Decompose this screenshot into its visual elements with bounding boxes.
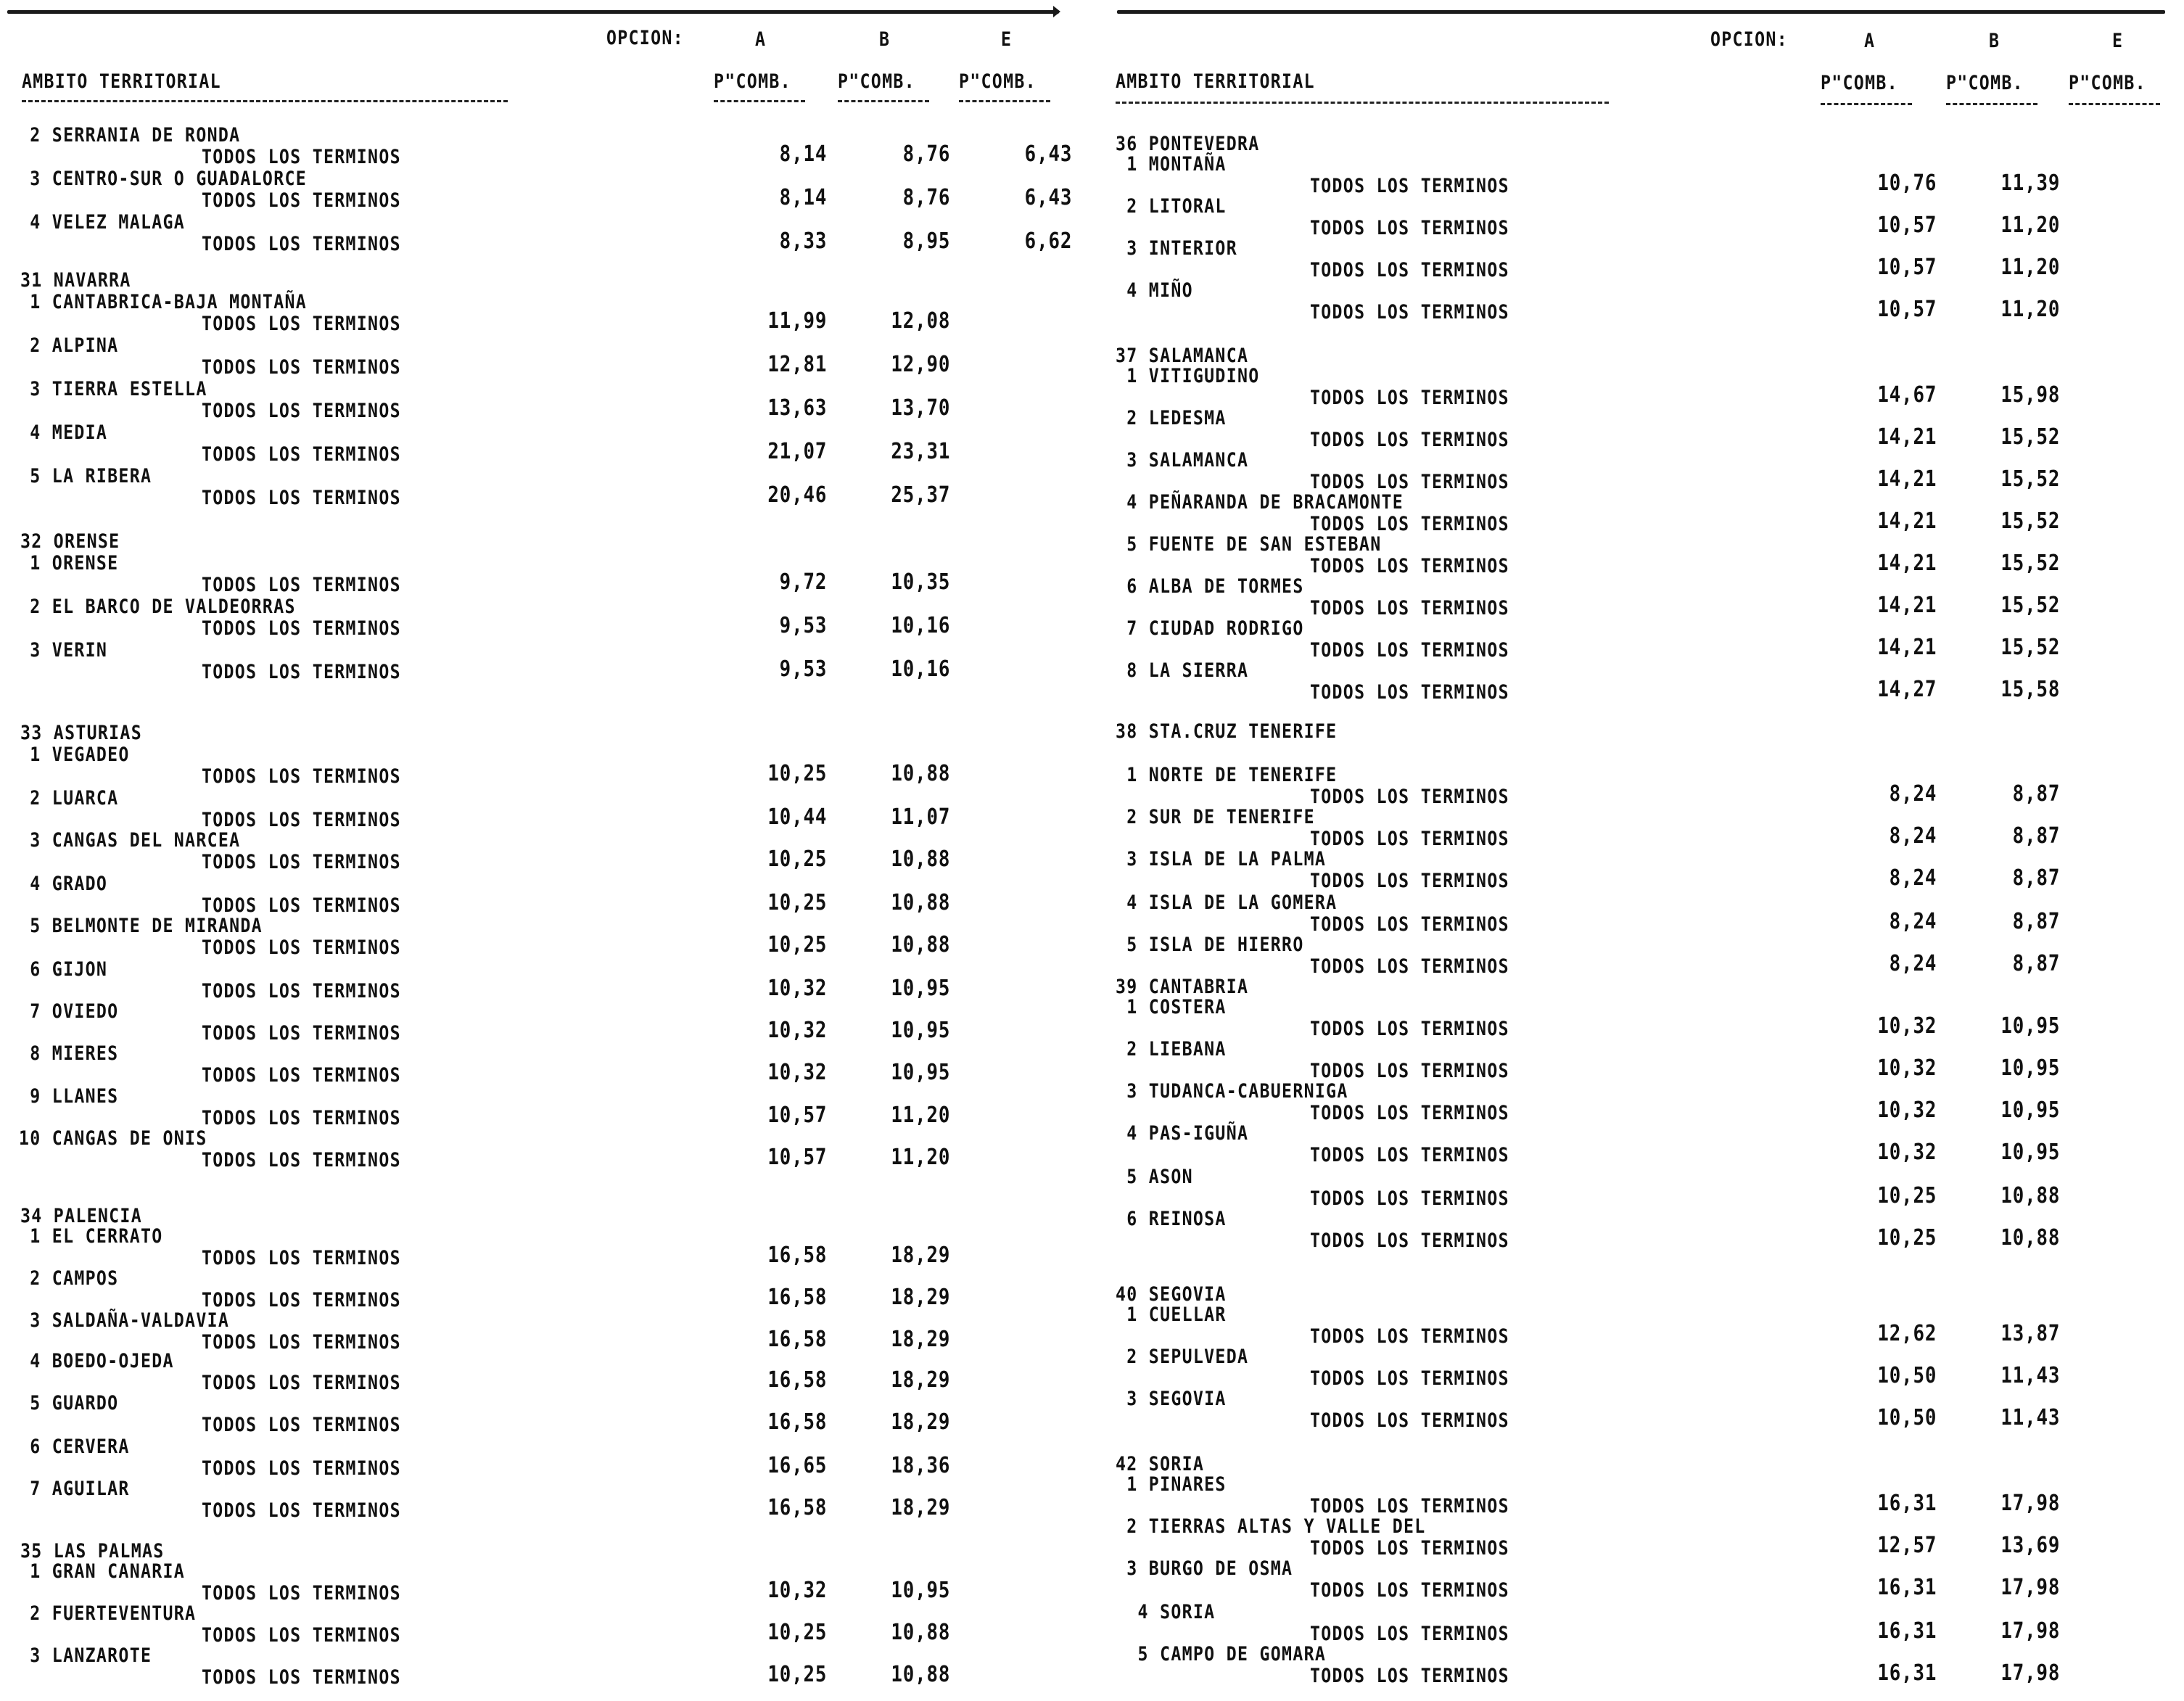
value-option-a: 10,57: [1877, 255, 1937, 280]
comarca-label: 10 CANGAS DE ONIS: [19, 1127, 207, 1150]
option-e-label: E: [1001, 28, 1013, 51]
todos-los-terminos-label: TODOS LOS TERMINOS: [202, 809, 401, 831]
value-option-b: 15,98: [2000, 382, 2060, 408]
value-option-b: 17,98: [2000, 1491, 2060, 1516]
todos-los-terminos-label: TODOS LOS TERMINOS: [202, 1457, 401, 1480]
value-option-b: 8,76: [902, 185, 950, 210]
value-option-b: 25,37: [891, 482, 950, 508]
todos-los-terminos-label: TODOS LOS TERMINOS: [1310, 1230, 1509, 1252]
value-option-b: 10,88: [2000, 1225, 2060, 1251]
todos-los-terminos-label: TODOS LOS TERMINOS: [1310, 1018, 1509, 1040]
comarca-label: 5 FUENTE DE SAN ESTEBAN: [1116, 533, 1382, 556]
value-option-a: 10,32: [1877, 1013, 1937, 1039]
value-option-b: 11,43: [2000, 1405, 2060, 1430]
value-option-b: 12,08: [891, 308, 950, 334]
todos-los-terminos-label: TODOS LOS TERMINOS: [202, 356, 401, 379]
comarca-label: 8 LA SIERRA: [1116, 659, 1249, 682]
comarca-label: 1 NORTE DE TENERIFE: [1116, 764, 1338, 786]
top-rule: [7, 10, 1059, 14]
province-heading: 31 NAVARRA: [20, 269, 131, 292]
value-option-b: 13,70: [891, 395, 950, 421]
value-option-a: 10,25: [767, 1620, 827, 1645]
value-option-e: 6,43: [1024, 141, 1072, 167]
value-option-a: 16,58: [767, 1409, 827, 1435]
value-option-b: 13,87: [2000, 1321, 2060, 1346]
value-option-b: 10,95: [891, 1578, 950, 1603]
header-underline: [22, 100, 508, 102]
todos-los-terminos-label: TODOS LOS TERMINOS: [202, 1107, 401, 1129]
comarca-label: 4 MEDIA: [19, 421, 108, 444]
value-option-a: 9,53: [779, 613, 827, 638]
value-option-a: 13,63: [767, 395, 827, 421]
value-option-a: 10,32: [767, 1018, 827, 1043]
todos-los-terminos-label: TODOS LOS TERMINOS: [202, 617, 401, 640]
todos-los-terminos-label: TODOS LOS TERMINOS: [1310, 786, 1509, 808]
value-option-a: 16,31: [1877, 1575, 1937, 1600]
comarca-label: 2 ALPINA: [19, 334, 119, 357]
comarca-label: 3 ISLA DE LA PALMA: [1116, 848, 1327, 870]
opcion-label: OPCION:: [1710, 28, 1788, 51]
comarca-label: 6 CERVERA: [19, 1436, 130, 1458]
todos-los-terminos-label: TODOS LOS TERMINOS: [202, 1289, 401, 1311]
value-option-b: 10,16: [891, 656, 950, 682]
value-option-a: 10,32: [767, 1578, 827, 1603]
value-option-a: 14,67: [1877, 382, 1937, 408]
value-option-a: 16,31: [1877, 1491, 1937, 1516]
value-option-a: 10,50: [1877, 1405, 1937, 1430]
value-option-b: 10,95: [2000, 1013, 2060, 1039]
comarca-label: 1 CANTABRICA-BAJA MONTAÑA: [19, 291, 308, 313]
value-option-a: 10,57: [1877, 213, 1937, 238]
value-option-b: 10,88: [891, 1620, 950, 1645]
todos-los-terminos-label: TODOS LOS TERMINOS: [1310, 1623, 1509, 1645]
value-option-a: 14,21: [1877, 424, 1937, 450]
comarca-label: 8 MIERES: [19, 1042, 119, 1065]
comarca-label: 4 PEÑARANDA DE BRACAMONTE: [1116, 491, 1404, 514]
value-option-b: 17,98: [2000, 1618, 2060, 1644]
value-option-a: 16,58: [767, 1367, 827, 1393]
value-option-b: 10,95: [2000, 1140, 2060, 1165]
column-b-header: P"COMB.: [838, 70, 915, 93]
value-option-b: 10,16: [891, 613, 950, 638]
todos-los-terminos-label: TODOS LOS TERMINOS: [202, 1582, 401, 1605]
value-option-b: 15,52: [2000, 424, 2060, 450]
todos-los-terminos-label: TODOS LOS TERMINOS: [202, 1414, 401, 1436]
value-option-b: 10,88: [891, 932, 950, 957]
value-option-b: 8,87: [2012, 865, 2060, 891]
todos-los-terminos-label: TODOS LOS TERMINOS: [1310, 639, 1509, 662]
value-option-b: 12,90: [891, 352, 950, 377]
value-option-b: 18,29: [891, 1285, 950, 1310]
value-option-b: 11,20: [2000, 297, 2060, 322]
comarca-label: 2 EL BARCO DE VALDEORRAS: [19, 596, 296, 618]
comarca-label: 7 CIUDAD RODRIGO: [1116, 617, 1304, 640]
value-option-b: 11,07: [891, 804, 950, 830]
todos-los-terminos-label: TODOS LOS TERMINOS: [202, 443, 401, 466]
value-option-b: 11,20: [2000, 213, 2060, 238]
comarca-label: 4 GRADO: [19, 873, 108, 895]
value-option-a: 10,25: [767, 932, 827, 957]
option-b-label: B: [1989, 30, 2000, 52]
province-heading: 37 SALAMANCA: [1116, 345, 1249, 367]
value-option-a: 10,25: [767, 847, 827, 872]
value-option-b: 10,88: [891, 847, 950, 872]
comarca-label: 3 TIERRA ESTELLA: [19, 378, 207, 400]
todos-los-terminos-label: TODOS LOS TERMINOS: [1310, 913, 1509, 936]
value-option-a: 12,57: [1877, 1533, 1937, 1558]
comarca-label: 3 BURGO DE OSMA: [1116, 1557, 1293, 1580]
value-option-b: 15,52: [2000, 635, 2060, 660]
province-heading: 33 ASTURIAS: [20, 722, 142, 744]
comarca-label: 4 PAS-IGUÑA: [1116, 1122, 1249, 1145]
value-option-b: 17,98: [2000, 1660, 2060, 1686]
value-option-a: 14,21: [1877, 635, 1937, 660]
value-option-a: 10,50: [1877, 1363, 1937, 1388]
todos-los-terminos-label: TODOS LOS TERMINOS: [202, 980, 401, 1002]
option-b-label: B: [879, 28, 891, 51]
ambito-territorial-header: AMBITO TERRITORIAL: [22, 70, 221, 93]
comarca-label: 2 FUERTEVENTURA: [19, 1602, 197, 1625]
value-option-a: 8,24: [1889, 951, 1937, 976]
todos-los-terminos-label: TODOS LOS TERMINOS: [1310, 513, 1509, 535]
value-option-b: 15,52: [2000, 551, 2060, 576]
comarca-label: 2 LITORAL: [1116, 195, 1227, 218]
value-option-a: 10,76: [1877, 170, 1937, 196]
value-option-b: 18,29: [891, 1409, 950, 1435]
todos-los-terminos-label: TODOS LOS TERMINOS: [1310, 1495, 1509, 1517]
value-option-a: 16,58: [767, 1327, 827, 1352]
comarca-label: 4 MIÑO: [1116, 279, 1193, 302]
value-option-b: 15,58: [2000, 677, 2060, 702]
todos-los-terminos-label: TODOS LOS TERMINOS: [1310, 1409, 1509, 1432]
todos-los-terminos-label: TODOS LOS TERMINOS: [1310, 301, 1509, 324]
value-option-a: 10,32: [767, 1060, 827, 1085]
value-option-b: 13,69: [2000, 1533, 2060, 1558]
comarca-label: 9 LLANES: [19, 1085, 119, 1108]
comarca-label: 2 LEDESMA: [1116, 407, 1227, 429]
comarca-label: 5 GUARDO: [19, 1392, 119, 1414]
value-option-b: 23,31: [891, 439, 950, 464]
comarca-label: 3 SALAMANCA: [1116, 449, 1249, 471]
province-heading: 34 PALENCIA: [20, 1205, 142, 1227]
value-option-a: 12,62: [1877, 1321, 1937, 1346]
todos-los-terminos-label: TODOS LOS TERMINOS: [202, 233, 401, 255]
value-option-a: 10,25: [767, 761, 827, 786]
value-option-a: 10,25: [767, 890, 827, 915]
comarca-label: 2 SUR DE TENERIFE: [1116, 806, 1315, 828]
todos-los-terminos-label: TODOS LOS TERMINOS: [202, 1247, 401, 1269]
value-option-a: 12,81: [767, 352, 827, 377]
right-table-column: [1110, 0, 2184, 1701]
value-option-a: 10,32: [1877, 1097, 1937, 1123]
todos-los-terminos-label: TODOS LOS TERMINOS: [1310, 175, 1509, 197]
todos-los-terminos-label: TODOS LOS TERMINOS: [202, 1064, 401, 1087]
value-option-a: 16,58: [767, 1243, 827, 1268]
value-option-a: 20,46: [767, 482, 827, 508]
value-option-a: 10,25: [1877, 1225, 1937, 1251]
comarca-label: 6 GIJON: [19, 958, 108, 981]
header-underline: [1116, 102, 1609, 104]
value-option-b: 8,76: [902, 141, 950, 167]
value-option-b: 8,95: [902, 228, 950, 254]
column-a-underline: [714, 100, 805, 102]
value-option-a: 9,72: [779, 569, 827, 595]
value-option-a: 16,31: [1877, 1618, 1937, 1644]
todos-los-terminos-label: TODOS LOS TERMINOS: [1310, 1665, 1509, 1687]
comarca-label: 1 VITIGUDINO: [1116, 365, 1260, 387]
todos-los-terminos-label: TODOS LOS TERMINOS: [202, 1149, 401, 1171]
comarca-label: 5 ISLA DE HIERRO: [1116, 934, 1304, 956]
todos-los-terminos-label: TODOS LOS TERMINOS: [202, 313, 401, 335]
value-option-a: 8,24: [1889, 823, 1937, 849]
todos-los-terminos-label: TODOS LOS TERMINOS: [1310, 597, 1509, 619]
value-option-a: 14,21: [1877, 508, 1937, 534]
value-option-a: 8,24: [1889, 909, 1937, 934]
todos-los-terminos-label: TODOS LOS TERMINOS: [202, 1499, 401, 1522]
option-e-label: E: [2112, 30, 2124, 52]
option-a-label: A: [755, 28, 767, 51]
value-option-e: 6,43: [1024, 185, 1072, 210]
value-option-a: 10,57: [767, 1103, 827, 1128]
value-option-a: 10,32: [1877, 1140, 1937, 1165]
comarca-label: 1 GRAN CANARIA: [19, 1560, 186, 1583]
value-option-a: 8,14: [779, 185, 827, 210]
column-b-underline: [1946, 103, 2037, 105]
value-option-b: 18,29: [891, 1367, 950, 1393]
comarca-label: 2 LIEBANA: [1116, 1038, 1227, 1060]
todos-los-terminos-label: TODOS LOS TERMINOS: [1310, 1102, 1509, 1124]
todos-los-terminos-label: TODOS LOS TERMINOS: [202, 1666, 401, 1689]
todos-los-terminos-label: TODOS LOS TERMINOS: [202, 146, 401, 168]
value-option-b: 18,29: [891, 1243, 950, 1268]
comarca-label: 7 OVIEDO: [19, 1000, 119, 1023]
comarca-label: 4 VELEZ MALAGA: [19, 211, 186, 234]
value-option-a: 10,25: [1877, 1183, 1937, 1208]
comarca-label: 6 ALBA DE TORMES: [1116, 575, 1304, 598]
value-option-b: 10,95: [891, 1060, 950, 1085]
todos-los-terminos-label: TODOS LOS TERMINOS: [1310, 1537, 1509, 1560]
value-option-a: 14,21: [1877, 551, 1937, 576]
todos-los-terminos-label: TODOS LOS TERMINOS: [1310, 828, 1509, 850]
column-a-header: P"COMB.: [1821, 72, 1898, 94]
value-option-b: 8,87: [2012, 909, 2060, 934]
column-e-header: P"COMB.: [959, 70, 1037, 93]
comarca-label: 3 CENTRO-SUR O GUADALORCE: [19, 168, 308, 190]
value-option-a: 10,32: [1877, 1055, 1937, 1081]
comarca-label: 3 INTERIOR: [1116, 237, 1237, 260]
comarca-label: 1 VEGADEO: [19, 744, 130, 766]
todos-los-terminos-label: TODOS LOS TERMINOS: [1310, 1144, 1509, 1166]
todos-los-terminos-label: TODOS LOS TERMINOS: [202, 1022, 401, 1045]
comarca-label: 2 CAMPOS: [19, 1267, 119, 1290]
comarca-label: 5 CAMPO DE GOMARA: [1116, 1643, 1327, 1665]
value-option-a: 10,32: [767, 976, 827, 1001]
todos-los-terminos-label: TODOS LOS TERMINOS: [1310, 955, 1509, 978]
value-option-a: 16,31: [1877, 1660, 1937, 1686]
todos-los-terminos-label: TODOS LOS TERMINOS: [1310, 1367, 1509, 1390]
todos-los-terminos-label: TODOS LOS TERMINOS: [202, 1372, 401, 1394]
comarca-label: 2 SEPULVEDA: [1116, 1346, 1249, 1368]
value-option-b: 10,95: [891, 1018, 950, 1043]
value-option-b: 11,20: [891, 1103, 950, 1128]
comarca-label: 3 SALDAÑA-VALDAVIA: [19, 1309, 230, 1332]
todos-los-terminos-label: TODOS LOS TERMINOS: [1310, 1325, 1509, 1348]
comarca-label: 1 COSTERA: [1116, 996, 1227, 1018]
value-option-b: 10,95: [2000, 1097, 2060, 1123]
todos-los-terminos-label: TODOS LOS TERMINOS: [1310, 217, 1509, 239]
value-option-b: 10,35: [891, 569, 950, 595]
value-option-b: 10,95: [2000, 1055, 2060, 1081]
todos-los-terminos-label: TODOS LOS TERMINOS: [1310, 1187, 1509, 1210]
column-a-underline: [1821, 103, 1912, 105]
comarca-label: 2 TIERRAS ALTAS Y VALLE DEL: [1116, 1515, 1426, 1538]
value-option-a: 14,21: [1877, 466, 1937, 492]
comarca-label: 4 ISLA DE LA GOMERA: [1116, 891, 1338, 914]
value-option-a: 8,24: [1889, 781, 1937, 807]
todos-los-terminos-label: TODOS LOS TERMINOS: [202, 1331, 401, 1354]
value-option-a: 9,53: [779, 656, 827, 682]
value-option-b: 11,39: [2000, 170, 2060, 196]
comarca-label: 3 TUDANCA-CABUERNIGA: [1116, 1080, 1348, 1103]
column-e-underline: [959, 100, 1050, 102]
value-option-b: 10,88: [891, 1662, 950, 1687]
column-e-header: P"COMB.: [2069, 72, 2146, 94]
value-option-a: 10,25: [767, 1662, 827, 1687]
todos-los-terminos-label: TODOS LOS TERMINOS: [202, 1624, 401, 1647]
column-b-header: P"COMB.: [1946, 72, 2024, 94]
value-option-a: 16,58: [767, 1495, 827, 1520]
todos-los-terminos-label: TODOS LOS TERMINOS: [202, 851, 401, 873]
comarca-label: 1 CUELLAR: [1116, 1303, 1227, 1326]
value-option-b: 11,43: [2000, 1363, 2060, 1388]
value-option-e: 6,62: [1024, 228, 1072, 254]
value-option-b: 15,52: [2000, 593, 2060, 618]
comarca-label: 3 SEGOVIA: [1116, 1388, 1227, 1410]
value-option-a: 14,21: [1877, 593, 1937, 618]
value-option-b: 10,88: [891, 761, 950, 786]
value-option-b: 8,87: [2012, 823, 2060, 849]
value-option-a: 21,07: [767, 439, 827, 464]
province-heading: 38 STA.CRUZ TENERIFE: [1116, 720, 1338, 743]
todos-los-terminos-label: TODOS LOS TERMINOS: [1310, 1579, 1509, 1602]
todos-los-terminos-label: TODOS LOS TERMINOS: [202, 574, 401, 596]
comarca-label: 3 CANGAS DEL NARCEA: [19, 829, 241, 852]
value-option-a: 8,33: [779, 228, 827, 254]
value-option-b: 18,36: [891, 1453, 950, 1478]
comarca-label: 1 MONTAÑA: [1116, 153, 1227, 176]
option-a-label: A: [1864, 30, 1876, 52]
value-option-a: 11,99: [767, 308, 827, 334]
value-option-b: 17,98: [2000, 1575, 2060, 1600]
todos-los-terminos-label: TODOS LOS TERMINOS: [202, 765, 401, 788]
column-a-header: P"COMB.: [714, 70, 791, 93]
value-option-a: 8,24: [1889, 865, 1937, 891]
value-option-a: 16,58: [767, 1285, 827, 1310]
comarca-label: 4 BOEDO-OJEDA: [19, 1350, 174, 1372]
comarca-label: 5 LA RIBERA: [19, 465, 152, 487]
comarca-label: 3 LANZAROTE: [19, 1644, 152, 1667]
comarca-label: 5 BELMONTE DE MIRANDA: [19, 915, 263, 937]
value-option-b: 8,87: [2012, 781, 2060, 807]
todos-los-terminos-label: TODOS LOS TERMINOS: [1310, 259, 1509, 281]
comarca-label: 7 AGUILAR: [19, 1478, 130, 1500]
comarca-label: 1 EL CERRATO: [19, 1225, 163, 1248]
value-option-b: 18,29: [891, 1495, 950, 1520]
value-option-a: 14,27: [1877, 677, 1937, 702]
comarca-label: 6 REINOSA: [1116, 1208, 1227, 1230]
value-option-b: 8,87: [2012, 951, 2060, 976]
column-e-underline: [2069, 103, 2160, 105]
todos-los-terminos-label: TODOS LOS TERMINOS: [1310, 387, 1509, 409]
todos-los-terminos-label: TODOS LOS TERMINOS: [202, 400, 401, 422]
value-option-b: 10,88: [891, 890, 950, 915]
value-option-a: 8,14: [779, 141, 827, 167]
value-option-a: 10,44: [767, 804, 827, 830]
top-rule: [1117, 10, 2165, 14]
todos-los-terminos-label: TODOS LOS TERMINOS: [202, 894, 401, 917]
province-heading: 35 LAS PALMAS: [20, 1540, 165, 1562]
todos-los-terminos-label: TODOS LOS TERMINOS: [1310, 555, 1509, 577]
value-option-a: 10,57: [767, 1145, 827, 1170]
province-heading: 32 ORENSE: [20, 530, 120, 553]
province-heading: 40 SEGOVIA: [1116, 1283, 1227, 1306]
comarca-label: 3 VERIN: [19, 639, 108, 662]
ambito-territorial-header: AMBITO TERRITORIAL: [1116, 70, 1315, 93]
left-table-column: [0, 0, 1088, 1701]
column-b-underline: [838, 100, 929, 102]
todos-los-terminos-label: TODOS LOS TERMINOS: [1310, 681, 1509, 704]
todos-los-terminos-label: TODOS LOS TERMINOS: [1310, 429, 1509, 451]
comarca-label: 4 SORIA: [1116, 1601, 1216, 1623]
value-option-b: 10,95: [891, 976, 950, 1001]
todos-los-terminos-label: TODOS LOS TERMINOS: [1310, 471, 1509, 493]
todos-los-terminos-label: TODOS LOS TERMINOS: [202, 936, 401, 959]
province-heading: 39 CANTABRIA: [1116, 976, 1249, 998]
value-option-b: 11,20: [2000, 255, 2060, 280]
comarca-label: 1 ORENSE: [19, 552, 119, 574]
value-option-a: 16,65: [767, 1453, 827, 1478]
comarca-label: 2 LUARCA: [19, 787, 119, 810]
province-heading: 36 PONTEVEDRA: [1116, 133, 1260, 155]
comarca-label: 2 SERRANIA DE RONDA: [19, 124, 241, 147]
value-option-b: 15,52: [2000, 508, 2060, 534]
province-heading: 42 SORIA: [1116, 1453, 1205, 1475]
todos-los-terminos-label: TODOS LOS TERMINOS: [202, 189, 401, 212]
rule-arrow-icon: [1053, 6, 1060, 17]
value-option-b: 10,88: [2000, 1183, 2060, 1208]
todos-los-terminos-label: TODOS LOS TERMINOS: [1310, 870, 1509, 892]
value-option-b: 11,20: [891, 1145, 950, 1170]
comarca-label: 5 ASON: [1116, 1166, 1193, 1188]
todos-los-terminos-label: TODOS LOS TERMINOS: [202, 487, 401, 509]
value-option-b: 18,29: [891, 1327, 950, 1352]
opcion-label: OPCION:: [606, 27, 684, 49]
todos-los-terminos-label: TODOS LOS TERMINOS: [1310, 1060, 1509, 1082]
comarca-label: 1 PINARES: [1116, 1473, 1227, 1496]
value-option-a: 10,57: [1877, 297, 1937, 322]
todos-los-terminos-label: TODOS LOS TERMINOS: [202, 661, 401, 683]
value-option-b: 15,52: [2000, 466, 2060, 492]
